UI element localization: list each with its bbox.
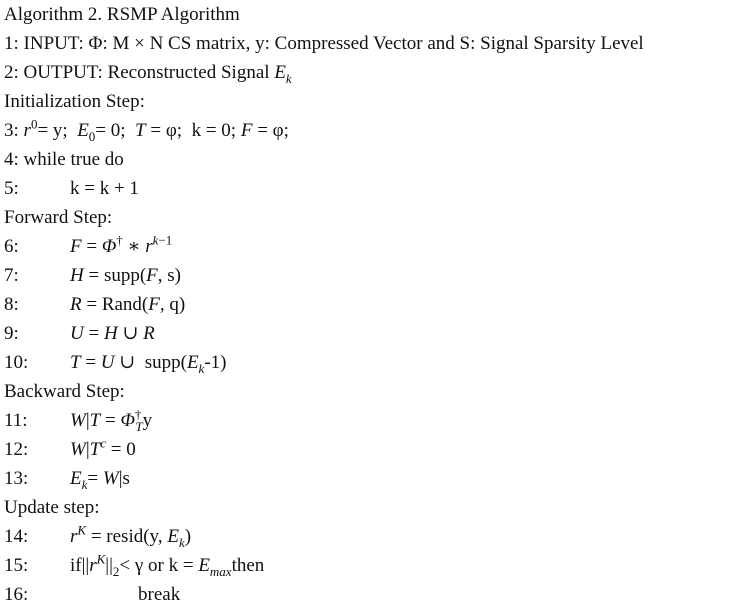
line-11: 11: $W|T = \Phi^\dagger_Ty$ [4, 406, 153, 434]
section-header-initialization: Initialization Step: [4, 91, 145, 112]
line-5: 5: k = k + 1 [4, 178, 139, 199]
line-4: 4: while true do [4, 149, 124, 170]
section-header-forward: Forward Step: [4, 207, 113, 228]
line-8: 8: R = Rand(F, q) [4, 294, 186, 315]
line-14: 14: $r^K$ = resid(y, $E_k$) [4, 522, 192, 550]
line-15: 15: $if||r^K||_2< \gamma$ or $k = E_{max}then$ [4, 551, 265, 579]
section-header-update: Update step: [4, 497, 100, 518]
line-10: 10: T = U ∪ $supp(E_k-1)$ [4, 352, 227, 376]
line-13: 13: $E_k= W|s$ [4, 468, 130, 492]
line-7: 7: H = supp(F, s) [4, 265, 182, 286]
line-2: 2: OUTPUT: Reconstructed Signal $E_k$ [4, 62, 292, 86]
algorithm-title: Algorithm 2. RSMP Algorithm [4, 4, 240, 25]
line-1: 1: INPUT: Φ: M × N CS matrix, y: Compressed Vector and S: Signal Sparsity Level [4, 33, 644, 54]
line-6: 6: F = Φ† ∗ $r^{k-1}$ [4, 232, 173, 257]
line-16: 16: break [4, 584, 181, 605]
line-3: 3: $r^0= y$; $E_0= 0$; T = φ; k = 0; F = φ; [4, 116, 289, 144]
line-9: 9: U = H ∪ R [4, 323, 155, 344]
section-header-backward: Backward Step: [4, 381, 125, 402]
line-12: 12: $W|T^c = 0$ [4, 435, 136, 460]
